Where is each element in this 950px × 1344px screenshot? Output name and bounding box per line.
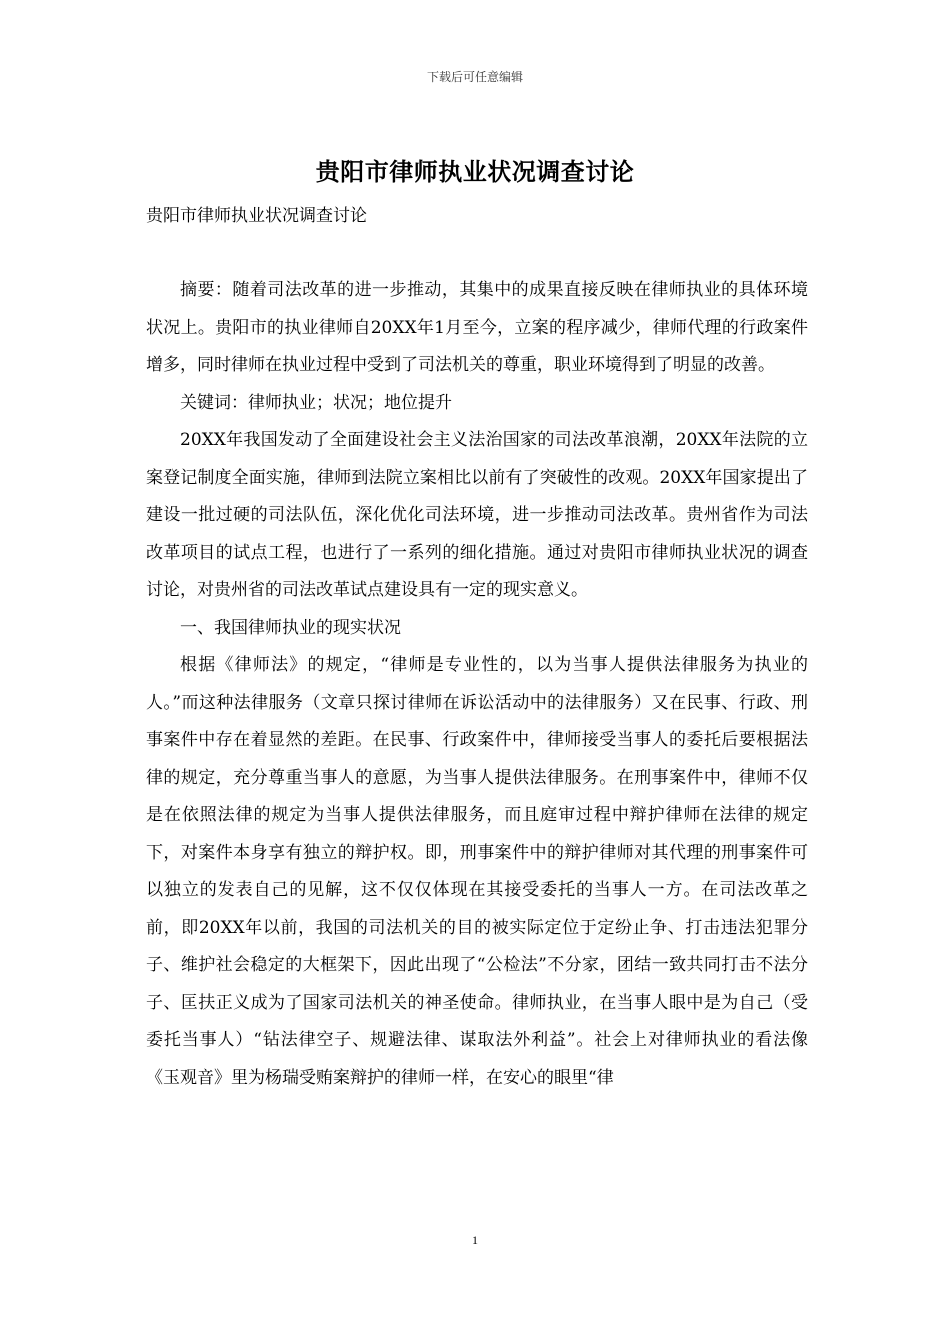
abstract-paragraph: 摘要：随着司法改革的进一步推动，其集中的成果直接反映在律师执业的具体环境状况上。贵阳市的执业律师自20XX年1月至今，立案的程序减少，律师代理的行政案件增多，同时律师在执业过程中受到了司法机关的尊重，职业环境得到了明显的改善。 [146, 280, 808, 375]
body-paragraph: 根据《律师法》的规定，“律师是专业性的，以为当事人提供法律服务为执业的人。”而这种法律服务（文章只探讨律师在诉讼活动中的法律服务）又在民事、行政、刑事案件中存在着显然的差距。在民事、行政案件中，律师接受当事人的委托后要根据法律的规定，充分尊重当事人的意愿，为当事人提供法律服务。在刑事案件中，律师不仅是在依照法律的规定为当事人提供法律服务，而且庭审过程中辩护律师在法律的规定下，对案件本身享有独立的辩护权。即，刑事案件中的辩护律师对其代理的刑事案件可以独立的发表自己的见解，这不仅仅体现在其接受委托的当事人一方。在司法改革之前，即20XX年以前，我国的司法机关的目的被实际定位于定纷止争、打击违法犯罪分子、维护社会稳定的大框架下，因此出现了“公检法”不分家，团结一致共同打击不法分子、匡扶正义成为了国家司法机关的神圣使命。律师执业，在当事人眼中是为自己（受委托当事人）“钻法律空子、规避法律、谋取法外利益”。社会上对律师执业的看法像《玉观音》里为杨瑞受贿案辩护的律师一样，在安心的眼里“律 [146, 655, 808, 1088]
document-subtitle: 贵阳市律师执业状况调查讨论 [146, 206, 367, 226]
document-body [146, 272, 808, 1097]
document-title: 贵阳市律师执业状况调查讨论 [315, 158, 635, 186]
intro-paragraph: 20XX年我国发动了全面建设社会主义法治国家的司法改革浪潮，20XX年法院的立案登记制度全面实施，律师到法院立案相比以前有了突破性的改观。20XX年国家提出了建设一批过硬的司法队伍，深化优化司法环境，进一步推动司法改革。贵州省作为司法改革项目的试点工程，也进行了一系列的细化措施。通过对贵阳市律师执业状况的调查讨论，对贵州省的司法改革试点建设具有一定的现实意义。 [146, 430, 808, 600]
keywords-paragraph: 关键词：律师执业；状况；地位提升 [180, 392, 452, 413]
section-heading: 一、我国律师执业的现实状况 [180, 617, 401, 638]
page-number: 1 [472, 1233, 478, 1247]
page-header-note: 下载后可任意编辑 [426, 70, 523, 84]
